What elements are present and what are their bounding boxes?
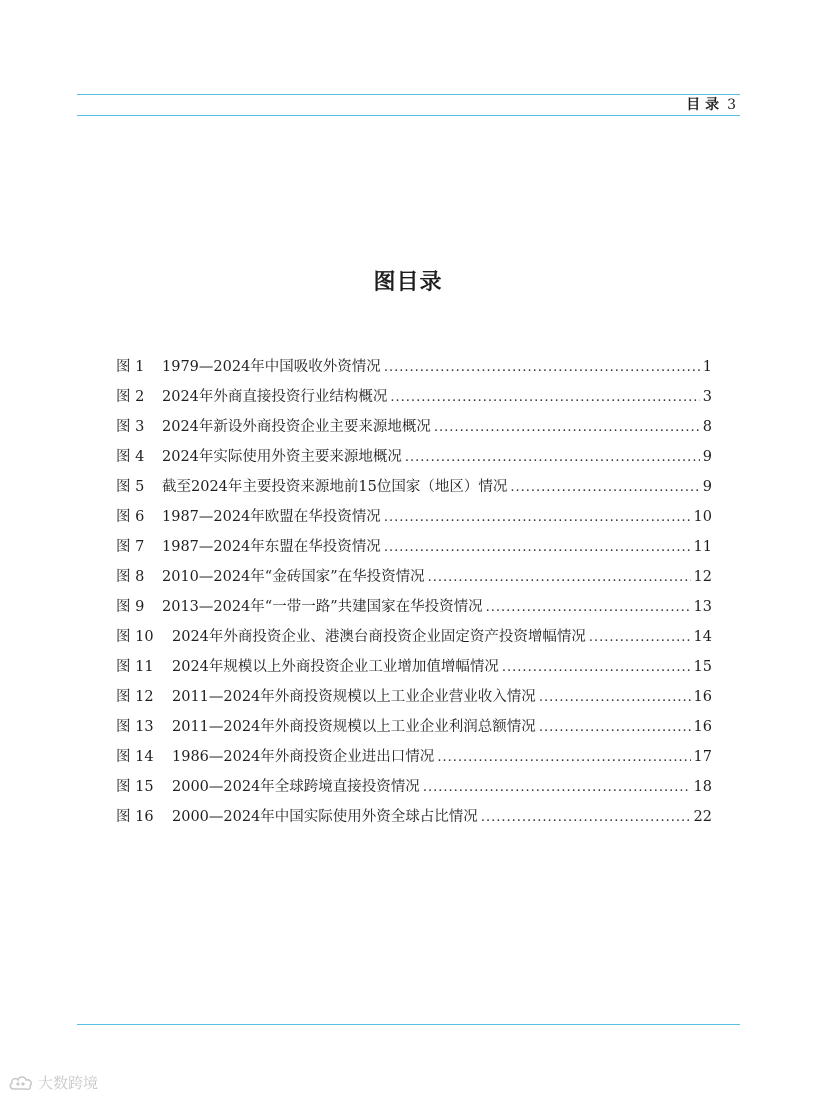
toc-entry-title: 2024年外商投资企业、港澳台商投资企业固定资产投资增幅情况 bbox=[172, 629, 586, 645]
toc-entry-title: 2010—2024年“金砖国家”在华投资情况 bbox=[162, 569, 425, 585]
toc-entry-page: 17 bbox=[693, 749, 712, 765]
toc-entry[interactable] bbox=[116, 595, 712, 625]
toc-entry-label: 图 5 bbox=[116, 479, 145, 495]
toc-entry-title: 2013—2024年“一带一路”共建国家在华投资情况 bbox=[162, 599, 483, 615]
toc-leader-dots bbox=[502, 655, 691, 680]
toc-leader-dots bbox=[384, 505, 691, 530]
toc-entry-title: 2024年外商直接投资行业结构概况 bbox=[162, 389, 388, 405]
toc-entry-page: 3 bbox=[702, 389, 712, 405]
toc-entry[interactable] bbox=[116, 685, 712, 715]
toc-entry-page: 8 bbox=[702, 419, 712, 435]
toc-entry-label: 图 16 bbox=[116, 809, 154, 825]
toc-entry-page: 18 bbox=[693, 779, 712, 795]
toc-leader-dots bbox=[539, 685, 691, 710]
toc-leader-dots bbox=[390, 385, 699, 410]
running-header bbox=[686, 96, 736, 114]
toc-entry-page: 16 bbox=[693, 689, 712, 705]
toc-entry[interactable] bbox=[116, 625, 712, 655]
toc-leader-dots bbox=[428, 565, 691, 590]
toc-entry-label: 图 12 bbox=[116, 689, 154, 705]
running-header-page-number: 3 bbox=[727, 97, 736, 113]
toc-entry-title: 1987—2024年欧盟在华投资情况 bbox=[162, 509, 381, 525]
watermark-text: 大数跨境 bbox=[38, 1074, 99, 1092]
figure-list bbox=[116, 355, 712, 835]
page-title: 图目录 bbox=[373, 270, 443, 295]
toc-entry-label: 图 1 bbox=[116, 359, 145, 375]
toc-entry-page: 16 bbox=[693, 719, 712, 735]
toc-leader-dots bbox=[437, 745, 690, 770]
toc-entry-label: 图 8 bbox=[116, 569, 145, 585]
toc-entry-title: 1979—2024年中国吸收外资情况 bbox=[162, 359, 381, 375]
toc-entry-page: 10 bbox=[693, 509, 712, 525]
toc-entry-title: 2024年新设外商投资企业主要来源地概况 bbox=[162, 419, 431, 435]
toc-leader-dots bbox=[539, 715, 691, 740]
header-rule-bottom bbox=[77, 115, 740, 116]
toc-entry-title: 2000—2024年全球跨境直接投资情况 bbox=[172, 779, 420, 795]
toc-entry[interactable] bbox=[116, 505, 712, 535]
toc-entry-page: 12 bbox=[693, 569, 712, 585]
toc-leader-dots bbox=[510, 475, 699, 500]
toc-entry[interactable] bbox=[116, 445, 712, 475]
header-rule-top bbox=[77, 94, 740, 95]
toc-leader-dots bbox=[384, 535, 691, 560]
toc-entry-page: 9 bbox=[702, 449, 712, 465]
toc-entry-label: 图 4 bbox=[116, 449, 145, 465]
toc-entry-page: 11 bbox=[693, 539, 712, 555]
toc-entry[interactable] bbox=[116, 355, 712, 385]
toc-entry[interactable] bbox=[116, 385, 712, 415]
toc-entry-title: 2011—2024年外商投资规模以上工业企业利润总额情况 bbox=[172, 719, 536, 735]
toc-entry[interactable] bbox=[116, 745, 712, 775]
toc-entry-title: 1986—2024年外商投资企业进出口情况 bbox=[172, 749, 435, 765]
toc-entry-page: 9 bbox=[702, 479, 712, 495]
toc-leader-dots bbox=[486, 595, 691, 620]
cloud-logo-icon bbox=[8, 1073, 34, 1093]
toc-entry[interactable] bbox=[116, 415, 712, 445]
toc-entry-label: 图 10 bbox=[116, 629, 154, 645]
toc-leader-dots bbox=[434, 415, 700, 440]
toc-leader-dots bbox=[481, 805, 691, 830]
footer-rule bbox=[77, 1024, 740, 1025]
toc-entry-page: 1 bbox=[702, 359, 712, 375]
toc-entry[interactable] bbox=[116, 565, 712, 595]
toc-entry[interactable] bbox=[116, 475, 712, 505]
toc-entry[interactable] bbox=[116, 535, 712, 565]
toc-entry-label: 图 15 bbox=[116, 779, 154, 795]
running-header-section: 目 录 bbox=[686, 97, 720, 113]
toc-entry-label: 图 3 bbox=[116, 419, 145, 435]
toc-entry-label: 图 14 bbox=[116, 749, 154, 765]
toc-leader-dots bbox=[589, 625, 691, 650]
watermark bbox=[8, 1072, 98, 1093]
toc-entry[interactable] bbox=[116, 805, 712, 835]
toc-entry-label: 图 9 bbox=[116, 599, 145, 615]
toc-leader-dots bbox=[384, 355, 700, 380]
toc-leader-dots bbox=[405, 445, 700, 470]
toc-entry[interactable] bbox=[116, 655, 712, 685]
toc-entry-label: 图 6 bbox=[116, 509, 145, 525]
toc-entry-label: 图 13 bbox=[116, 719, 154, 735]
toc-entry-page: 14 bbox=[693, 629, 712, 645]
toc-entry-page: 15 bbox=[693, 659, 712, 675]
toc-entry-page: 13 bbox=[693, 599, 712, 615]
toc-entry-page: 22 bbox=[693, 809, 712, 825]
toc-entry-title: 2011—2024年外商投资规模以上工业企业营业收入情况 bbox=[172, 689, 536, 705]
toc-entry-title: 2024年规模以上外商投资企业工业增加值增幅情况 bbox=[172, 659, 499, 675]
toc-leader-dots bbox=[423, 775, 691, 800]
toc-entry[interactable] bbox=[116, 775, 712, 805]
toc-entry-label: 图 11 bbox=[116, 659, 154, 675]
toc-entry-title: 截至2024年主要投资来源地前15位国家（地区）情况 bbox=[162, 479, 508, 495]
toc-entry-title: 2024年实际使用外资主要来源地概况 bbox=[162, 449, 402, 465]
toc-entry[interactable] bbox=[116, 715, 712, 745]
toc-entry-label: 图 2 bbox=[116, 389, 145, 405]
toc-entry-title: 2000—2024年中国实际使用外资全球占比情况 bbox=[172, 809, 478, 825]
toc-entry-title: 1987—2024年东盟在华投资情况 bbox=[162, 539, 381, 555]
toc-entry-label: 图 7 bbox=[116, 539, 145, 555]
